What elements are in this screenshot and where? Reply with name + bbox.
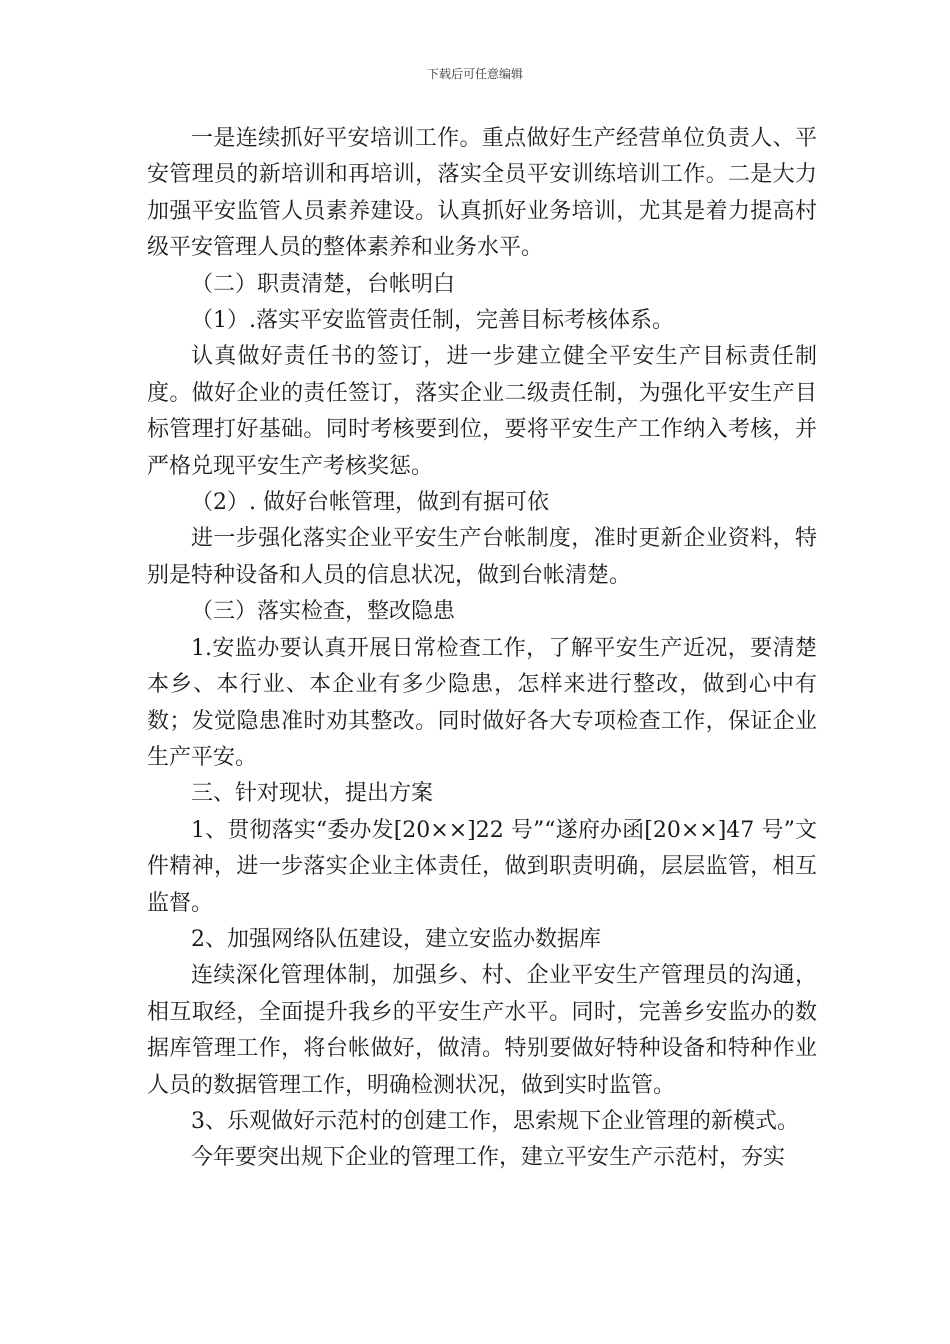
chapter-heading-3: 三、针对现状，提出方案	[191, 781, 434, 807]
paragraph-1: 一是连续抓好平安培训工作。重点做好生产经营单位负责人、平安管理员的新培训和再培训，落实全员平安训练培训工作。二是大力加强平安监管人员素养建设。认真抓好业务培训，尤其是着力提高村级平安管理人员的整体素养和业务水平。	[147, 126, 817, 261]
paragraph-7: 今年要突出规下企业的管理工作，建立平安生产示范村，夯实	[191, 1145, 786, 1171]
subsection-heading-1: （1）.落实平安监管责任制，完善目标考核体系。	[191, 308, 674, 334]
item-heading-3: 3、乐观做好示范村的创建工作，思索规下企业管理的新模式。	[191, 1108, 799, 1134]
paragraph-5: 1、贯彻落实“委办发[20××]22 号”“遂府办函[20××]47 号”文件精神，进一步落实企业主体责任，做到职责明确，层层监管，相互监督。	[147, 817, 817, 916]
page-header: 下载后可任意编辑	[426, 67, 523, 81]
paragraph-4: 1.安监办要认真开展日常检查工作，了解平安生产近况，要清楚本乡、本行业、本企业有多少隐患，怎样来进行整改，做到心中有数；发觉隐患准时劝其整改。同时做好各大专项检查工作，保证企业生产平安。	[147, 635, 817, 770]
paragraph-3: 进一步强化落实企业平安生产台帐制度，准时更新企业资料，特别是特种设备和人员的信息状况，做到台帐清楚。	[147, 526, 817, 588]
subsection-heading-2: （2）. 做好台帐管理，做到有据可依	[191, 490, 549, 516]
document-body	[147, 121, 817, 1177]
section-heading-2: （二）职责清楚，台帐明白	[191, 271, 456, 297]
paragraph-2: 认真做好责任书的签订，进一步建立健全平安生产目标责任制度。做好企业的责任签订，落实企业二级责任制，为强化平安生产目标管理打好基础。同时考核要到位，要将平安生产工作纳入考核，并严格兑现平安生产考核奖惩。	[147, 344, 817, 479]
item-heading-2: 2、加强网络队伍建设，建立安监办数据库	[191, 926, 601, 952]
section-heading-3: （三）落实检查，整改隐患	[191, 599, 456, 625]
paragraph-6: 连续深化管理体制，加强乡、村、企业平安生产管理员的沟通，相互取经，全面提升我乡的平安生产水平。同时，完善乡安监办的数据库管理工作，将台帐做好，做清。特别要做好特种设备和特种作业人员的数据管理工作，明确检测状况，做到实时监管。	[147, 963, 817, 1098]
